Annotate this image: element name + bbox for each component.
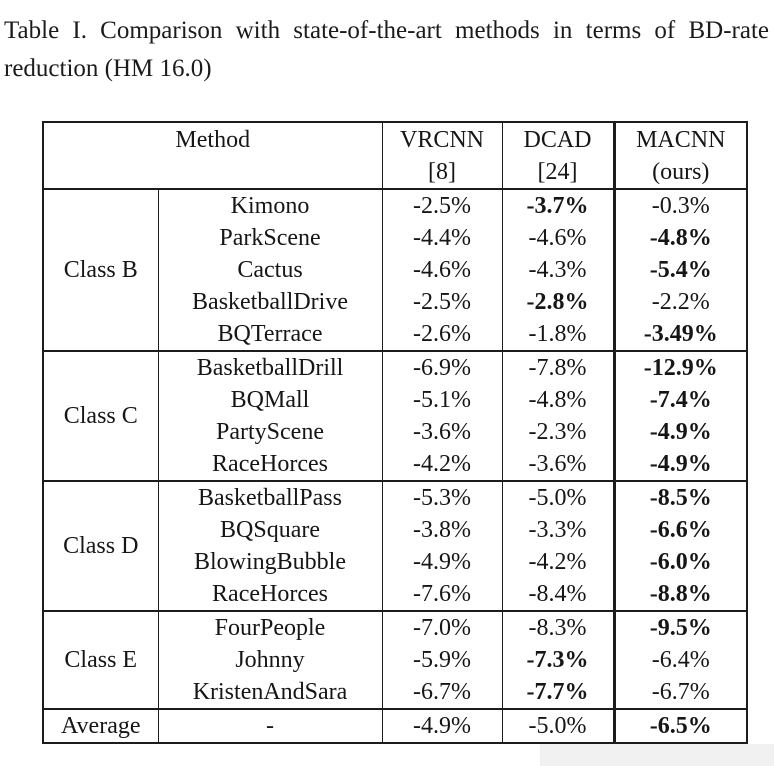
dcad-value-cell: -2.3% [502, 416, 614, 448]
class-label-cell: Class B [43, 189, 158, 351]
macnn-value-cell: -2.2% [651, 289, 710, 315]
macnn-value-cell: -4.9% [649, 419, 712, 445]
bottom-right-artifact [540, 744, 774, 766]
dcad-value-cell: -2.8% [502, 286, 614, 318]
macnn-value-cell: -4.9% [649, 451, 712, 477]
class-label-cell: Class E [43, 611, 158, 709]
macnn-value-cell: -6.7% [651, 679, 710, 705]
method-header-cell: Method [43, 122, 382, 189]
macnn-column-name: MACNN [636, 127, 726, 153]
vrcnn-value-cell: -2.5% [382, 189, 502, 222]
bdrate-comparison-table [42, 121, 748, 744]
macnn-value-cell: -3.49% [643, 321, 718, 347]
macnn-value-cell: -0.3% [614, 189, 747, 222]
vrcnn-value-cell: -5.9% [382, 644, 502, 676]
table-row [43, 481, 747, 514]
class-label-cell: Class C [43, 351, 158, 481]
vrcnn-value-cell: -5.3% [382, 481, 502, 514]
macnn-value-cell: -7.4% [649, 387, 712, 413]
vrcnn-column-ref: [8] [428, 159, 456, 185]
sequence-cell: BasketballDrive [158, 286, 382, 318]
sequence-cell: ParkScene [158, 222, 382, 254]
macnn-value-cell: -8.8% [649, 581, 712, 607]
dcad-value-cell: -7.7% [502, 676, 614, 709]
class-label-cell: Class D [43, 481, 158, 611]
vrcnn-value-cell: -3.6% [382, 416, 502, 448]
vrcnn-value-cell: -3.8% [382, 514, 502, 546]
dcad-value-cell: -5.0% [502, 709, 614, 743]
average-label-cell: Average [43, 709, 158, 743]
macnn-value-cell: -6.6% [649, 517, 712, 543]
macnn-value-cell: -6.0% [649, 549, 712, 575]
macnn-value-cell: -4.8% [649, 225, 712, 251]
dcad-value-cell: -4.8% [502, 384, 614, 416]
sequence-cell: KristenAndSara [158, 676, 382, 709]
vrcnn-column-name: VRCNN [400, 127, 485, 153]
dcad-value-cell: -5.0% [502, 481, 614, 514]
dcad-value-cell: -4.3% [502, 254, 614, 286]
dcad-header-cell [502, 122, 614, 189]
vrcnn-value-cell: -7.0% [382, 611, 502, 644]
vrcnn-value-cell: -5.1% [382, 384, 502, 416]
table-body [43, 189, 747, 743]
average-row [43, 709, 747, 743]
vrcnn-value-cell: -4.9% [382, 546, 502, 578]
sequence-cell: Johnny [158, 644, 382, 676]
sequence-cell: BQMall [158, 384, 382, 416]
table-row [43, 189, 747, 222]
table-row [43, 351, 747, 384]
vrcnn-value-cell: -7.6% [382, 578, 502, 611]
dcad-value-cell: -1.8% [502, 318, 614, 351]
vrcnn-value-cell: -4.4% [382, 222, 502, 254]
dcad-value-cell: -3.3% [502, 514, 614, 546]
dcad-value-cell: -7.3% [502, 644, 614, 676]
macnn-value-cell: -8.5% [614, 481, 747, 514]
sequence-cell: BasketballDrill [158, 351, 382, 384]
sequence-cell: RaceHorces [158, 578, 382, 611]
dcad-column-name: DCAD [523, 127, 592, 153]
sequence-cell: BQSquare [158, 514, 382, 546]
sequence-cell: BlowingBubble [158, 546, 382, 578]
sequence-cell: PartyScene [158, 416, 382, 448]
caption-line-2: reduction (HM 16.0) [4, 55, 212, 82]
macnn-header-cell [614, 122, 747, 189]
sequence-cell: FourPeople [158, 611, 382, 644]
vrcnn-value-cell: -6.7% [382, 676, 502, 709]
average-sequence-cell: - [158, 709, 382, 743]
vrcnn-value-cell: -4.9% [382, 709, 502, 743]
macnn-value-cell: -6.4% [651, 647, 710, 673]
macnn-column-ref: (ours) [652, 159, 710, 185]
vrcnn-value-cell: -2.6% [382, 318, 502, 351]
vrcnn-header-cell [382, 122, 502, 189]
dcad-value-cell: -8.4% [502, 578, 614, 611]
dcad-value-cell: -3.7% [502, 189, 614, 222]
dcad-value-cell: -7.8% [502, 351, 614, 384]
table-row [43, 611, 747, 644]
dcad-value-cell: -4.2% [502, 546, 614, 578]
header-row [43, 122, 747, 189]
vrcnn-value-cell: -4.2% [382, 448, 502, 481]
sequence-cell: Cactus [158, 254, 382, 286]
dcad-value-cell: -8.3% [502, 611, 614, 644]
dcad-value-cell: -4.6% [502, 222, 614, 254]
vrcnn-value-cell: -4.6% [382, 254, 502, 286]
dcad-value-cell: -3.6% [502, 448, 614, 481]
table-caption [4, 12, 769, 88]
caption-line-1: Table I. Comparison with state-of-the-art methods in terms of BD-rate [4, 17, 769, 44]
sequence-cell: BQTerrace [158, 318, 382, 351]
macnn-value-cell: -12.9% [614, 351, 747, 384]
macnn-value-cell: -6.5% [614, 709, 747, 743]
table-header [43, 122, 747, 189]
dcad-column-ref: [24] [537, 159, 578, 185]
sequence-cell: RaceHorces [158, 448, 382, 481]
macnn-value-cell: -9.5% [614, 611, 747, 644]
sequence-cell: BasketballPass [158, 481, 382, 514]
vrcnn-value-cell: -6.9% [382, 351, 502, 384]
macnn-value-cell: -5.4% [649, 257, 712, 283]
sequence-cell: Kimono [158, 189, 382, 222]
vrcnn-value-cell: -2.5% [382, 286, 502, 318]
